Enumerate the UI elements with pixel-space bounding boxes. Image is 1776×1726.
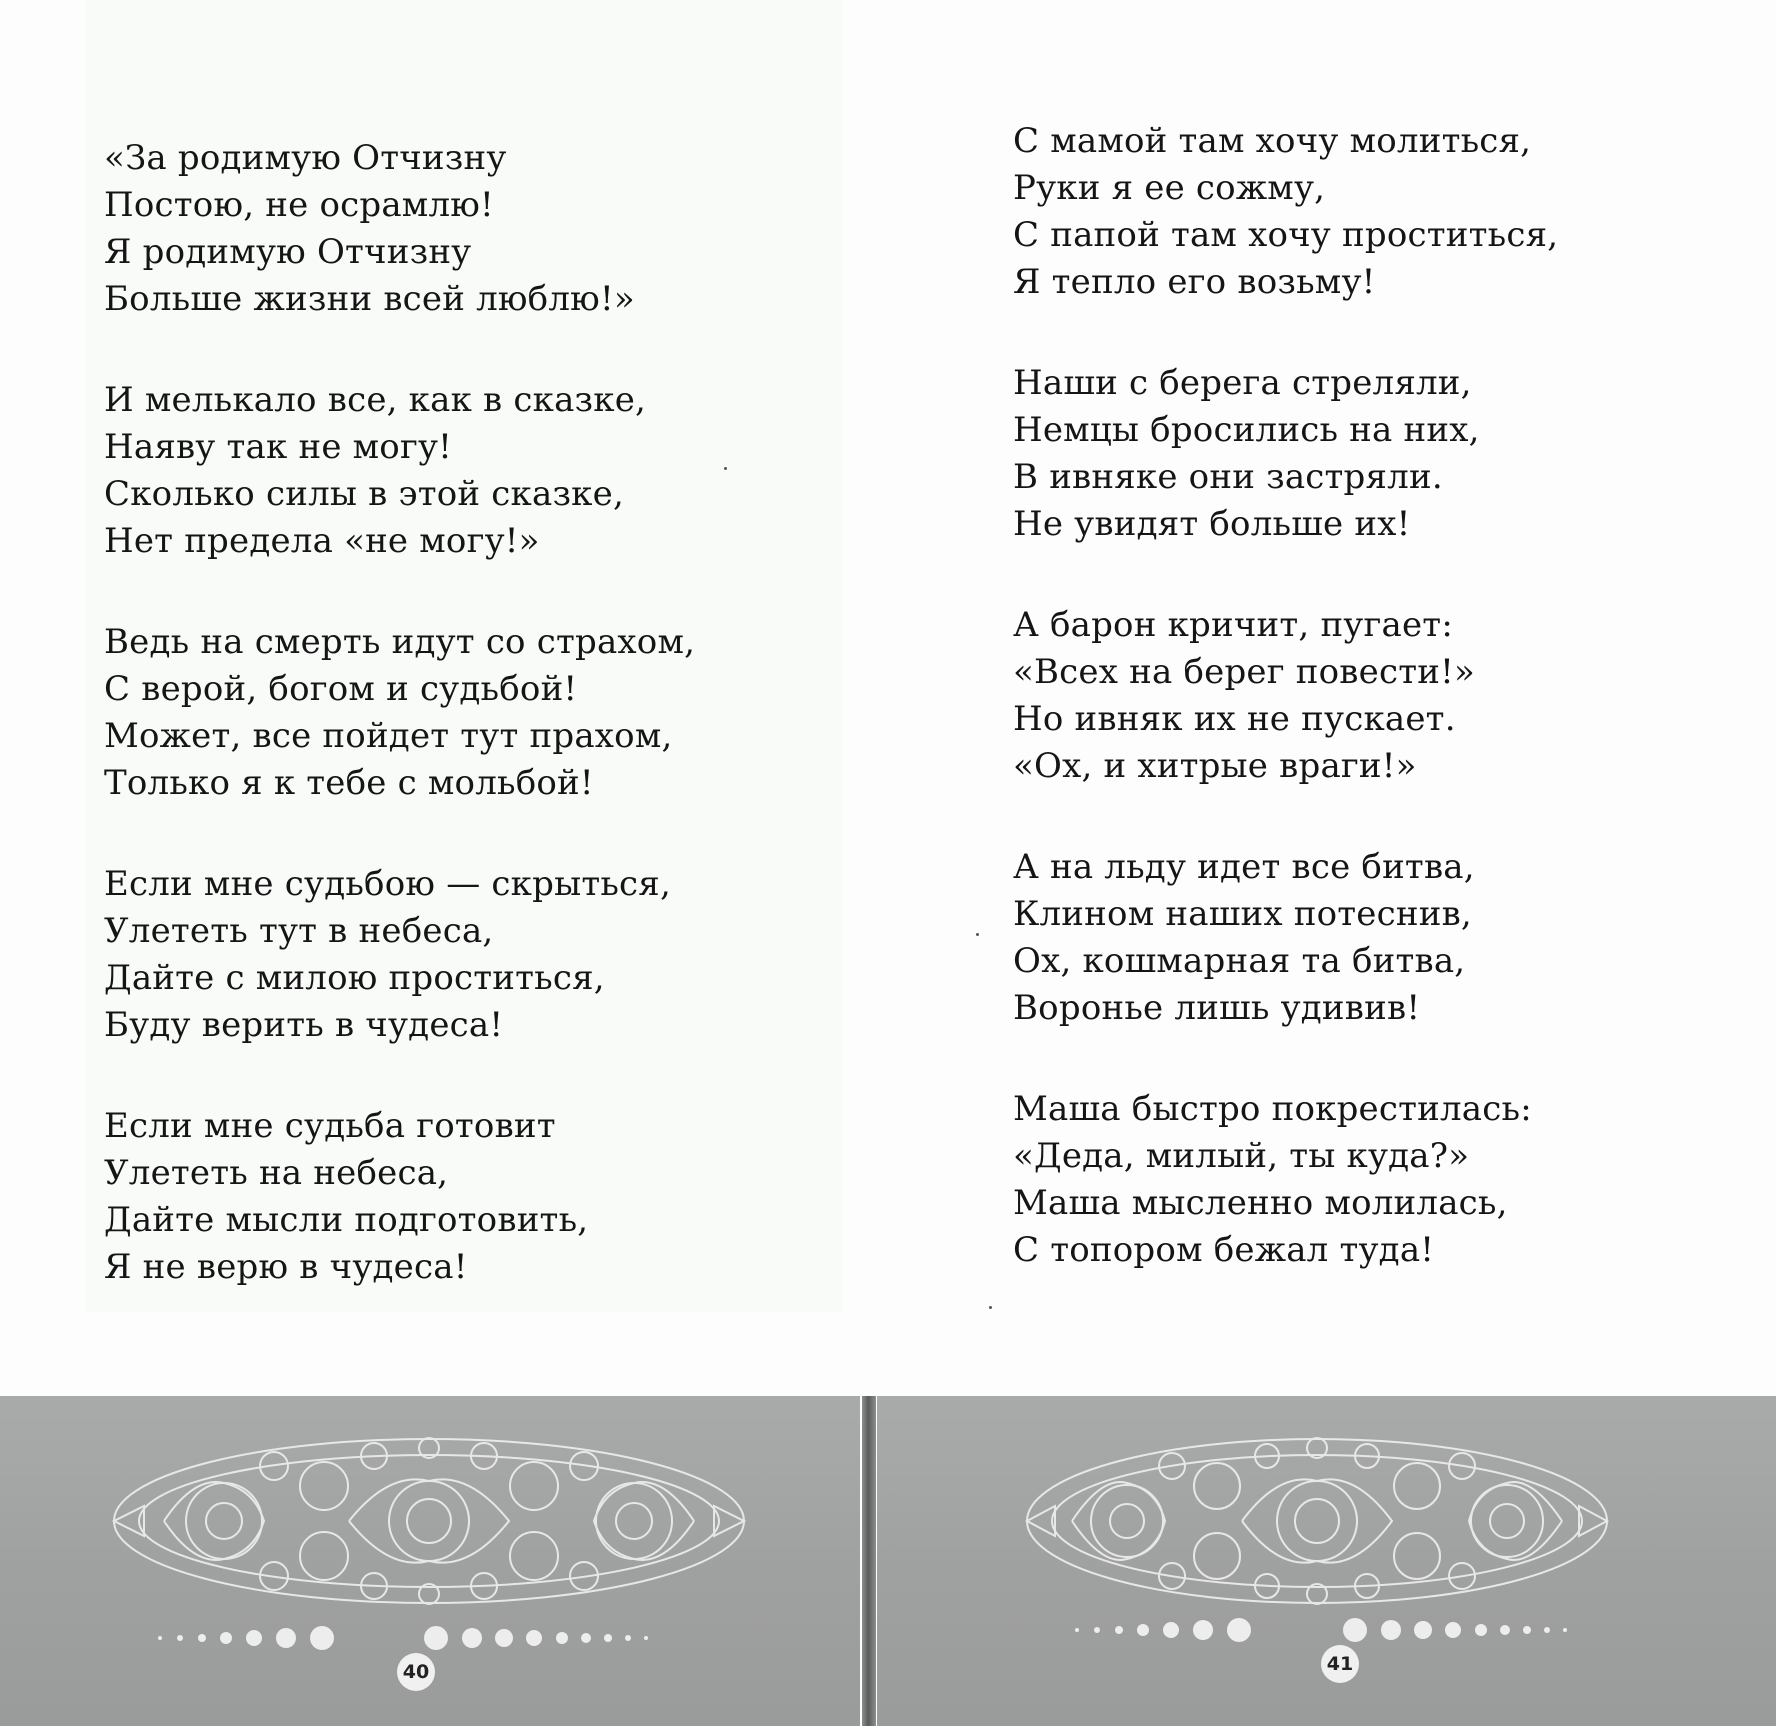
stanza (1013, 360, 1558, 548)
poem-line: С верой, богом и судьбой! (104, 669, 578, 709)
poem-line: «Деда, милый, ты куда?» (1013, 1136, 1470, 1176)
poem-line: С папой там хочу проститься, (1013, 215, 1559, 255)
poem-line: А барон кричит, пугает: (1013, 605, 1453, 645)
left-page (0, 0, 865, 1726)
poem-line: Клином наших потеснив, (1013, 894, 1472, 934)
print-speck (989, 1306, 992, 1309)
poem-line: Улететь тут в небеса, (104, 911, 494, 951)
poem-line: Только я к тебе с мольбой! (104, 763, 594, 803)
poem-line: Не увидят больше их! (1013, 504, 1411, 544)
stanza (104, 1103, 695, 1291)
print-speck (724, 467, 727, 470)
poem-line: Я не верю в чудеса! (104, 1247, 468, 1287)
poem-line: Ведь на смерть идут со страхом, (104, 622, 696, 662)
poem-line: Улететь на небеса, (104, 1153, 449, 1193)
filigree-ornament-icon (104, 1426, 754, 1616)
stanza (104, 619, 695, 807)
poem-line: Больше жизни всей люблю!» (104, 279, 635, 319)
stanza (1013, 844, 1558, 1032)
poem-line: Ох, кошмарная та битва, (1013, 941, 1466, 981)
poem-line: Руки я ее сожму, (1013, 168, 1326, 208)
stanza (104, 861, 695, 1049)
poem-line: Немцы бросились на них, (1013, 410, 1480, 450)
poem-line: Наши с берега стреляли, (1013, 363, 1472, 403)
poem-line: Я родимую Отчизну (104, 232, 472, 272)
poem-line: И мелькало все, как в сказке, (104, 380, 647, 420)
stanza (104, 135, 695, 323)
print-speck (976, 933, 979, 936)
stanza (1013, 602, 1558, 790)
stanza (1013, 1086, 1558, 1274)
poem-line: Наяву так не могу! (104, 427, 453, 467)
poem-line: С мамой там хочу молиться, (1013, 121, 1532, 161)
poem-left (104, 135, 695, 1345)
poem-line: Маша быстро покрестилась: (1013, 1089, 1532, 1129)
poem-line: С топором бежал туда! (1013, 1230, 1435, 1270)
page-number: 40 (397, 1653, 435, 1691)
poem-line: А на льду идет все битва, (1013, 847, 1475, 887)
poem-line: «За родимую Отчизну (104, 138, 507, 178)
page-number: 41 (1321, 1645, 1359, 1683)
poem-line: Дайте с милою проститься, (104, 958, 605, 998)
stanza (104, 377, 695, 565)
poem-line: Дайте мысли подготовить, (104, 1200, 589, 1240)
right-page (865, 0, 1776, 1726)
poem-line: «Всех на берег повести!» (1013, 652, 1475, 692)
poem-line: Но ивняк их не пускает. (1013, 699, 1456, 739)
page-dots-decoration (150, 1618, 710, 1658)
poem-line: Буду верить в чудеса! (104, 1005, 504, 1045)
poem-line: Сколько силы в этой сказке, (104, 474, 624, 514)
book-gutter (862, 1396, 876, 1726)
poem-line: Может, все пойдет тут прахом, (104, 716, 673, 756)
poem-line: В ивняке они застряли. (1013, 457, 1443, 497)
poem-line: Я тепло его возьму! (1013, 262, 1376, 302)
poem-line: Постою, не осрамлю! (104, 185, 494, 225)
filigree-ornament-icon (1017, 1426, 1617, 1616)
poem-line: Если мне судьба готовит (104, 1106, 556, 1146)
poem-line: Если мне судьбою — скрыться, (104, 864, 671, 904)
poem-line: Маша мысленно молилась, (1013, 1183, 1508, 1223)
poem-line: Нет предела «не могу!» (104, 521, 540, 561)
poem-line: «Ох, и хитрые враги!» (1013, 746, 1417, 786)
poem-line: Воронье лишь удивив! (1013, 988, 1421, 1028)
stanza (1013, 118, 1558, 306)
poem-right (1013, 118, 1558, 1328)
